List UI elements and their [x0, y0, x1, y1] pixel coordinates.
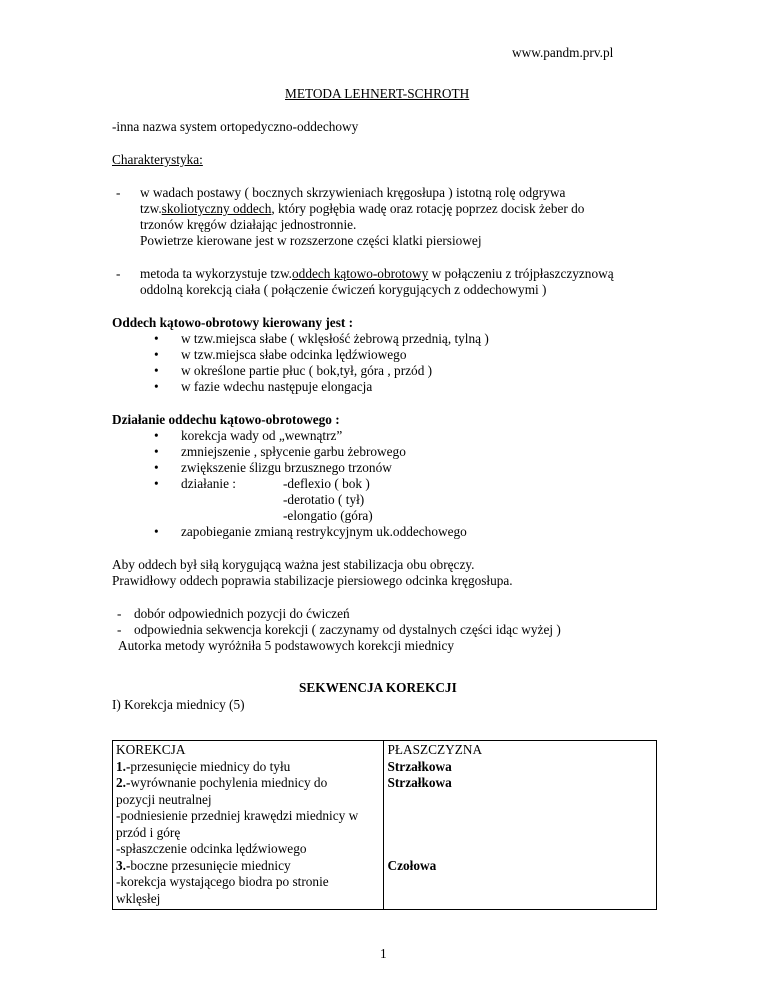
- bullet-icon: •: [154, 331, 159, 346]
- action-effect-label: działanie :: [181, 476, 237, 491]
- bullet-icon: •: [154, 363, 159, 378]
- breath-item: w tzw.miejsca słabe ( wklęsłość żebrową przednią, tylną ): [181, 331, 489, 346]
- page-number: 1: [380, 946, 387, 961]
- table-line: 3.-boczne przesunięcie miednicy: [116, 857, 291, 873]
- table-line: -spłaszczenie odcinka lędźwiowego: [116, 841, 307, 856]
- char-item1-line4: Powietrze kierowane jest w rozszerzone części klatki piersiowej: [140, 233, 482, 248]
- breath-item: w określone partie płuc ( bok,tył, góra , przód ): [181, 363, 433, 378]
- table-cell: [113, 741, 384, 910]
- bullet-icon: •: [154, 460, 159, 475]
- char-item1-line1: w wadach postawy ( bocznych skrzywieniach kręgosłupa ) istotną rolę odgrywa: [140, 185, 566, 200]
- dash-marker: -: [117, 606, 122, 621]
- paragraph: Prawidłowy oddech poprawia stabilizacje piersiowego odcinka kręgosłupa.: [112, 573, 513, 588]
- dash-item: odpowiednia sekwencja korekcji ( zaczynamy od dystalnych części idąc wyżej ): [134, 622, 561, 637]
- subsection-heading: I) Korekcja miednicy (5): [112, 697, 245, 712]
- table-line: 1.-przesunięcie miednicy do tyłu: [116, 758, 291, 774]
- dash-marker: -: [116, 185, 121, 200]
- action-item: zapobieganie zmianą restrykcyjnym uk.oddechowego: [181, 524, 467, 539]
- header-url: www.pandm.prv.pl: [512, 45, 614, 60]
- breath-item: w tzw.miejsca słabe odcinka lędźwiowego: [181, 347, 407, 362]
- spacer: [387, 808, 653, 825]
- char-item2-line1: metoda ta wykorzystuje tzw.oddech kątowo-obrotowy w połączeniu z trójpłaszczyznową: [140, 266, 614, 281]
- column-header: PŁASZCZYZNA: [387, 742, 483, 757]
- plane-value: Strzałkowa: [387, 758, 452, 774]
- page-title: METODA LEHNERT-SCHROTH: [285, 86, 470, 101]
- bullet-icon: •: [154, 444, 159, 459]
- table-cell: [384, 741, 657, 910]
- table-line: przód i górę: [116, 824, 181, 840]
- action-effect: -derotatio ( tył): [283, 492, 365, 507]
- correction-table: [112, 740, 657, 910]
- action-heading: Działanie oddechu kątowo-obrotowego :: [112, 412, 340, 427]
- bullet-icon: •: [154, 524, 159, 539]
- action-item: zwiększenie ślizgu brzusznego trzonów: [181, 460, 392, 475]
- breath-item: w fazie wdechu następuje elongacja: [181, 379, 373, 394]
- plane-value: Strzałkowa: [387, 775, 452, 790]
- table-line: 2.-wyrównanie pochylenia miednicy do: [116, 775, 328, 790]
- dash-marker: -: [116, 266, 121, 281]
- table-line: -korekcja wystającego biodra po stronie: [116, 874, 329, 889]
- char-item1-line3: trzonów kręgów działając jednostronnie.: [140, 217, 357, 232]
- spacer: [387, 792, 653, 809]
- bullet-icon: •: [154, 476, 159, 491]
- author-note: Autorka metody wyróżniła 5 podstawowych korekcji miednicy: [118, 638, 455, 653]
- paragraph: Aby oddech był siłą korygującą ważna jest stabilizacja obu obręczy.: [112, 557, 475, 572]
- bullet-icon: •: [154, 379, 159, 394]
- table-row: [113, 741, 657, 910]
- char-item1-line2: tzw.skoliotyczny oddech, który pogłębia wadę oraz rotację poprzez docisk żeber do: [140, 201, 585, 216]
- action-effect: -deflexio ( bok ): [283, 476, 370, 491]
- action-effect: -elongatio (góra): [283, 508, 373, 523]
- table-line: wklęsłej: [116, 890, 161, 906]
- spacer: [387, 841, 653, 858]
- section-heading: SEKWENCJA KOREKCJI: [299, 680, 457, 695]
- action-item: korekcja wady od „wewnątrz”: [181, 428, 343, 443]
- bullet-icon: •: [154, 347, 159, 362]
- action-item: zmniejszenie , spłycenie garbu żebrowego: [181, 444, 406, 459]
- table-line: -podniesienie przedniej krawędzi miednicy w: [116, 808, 359, 823]
- characteristics-heading: Charakterystyka:: [112, 152, 203, 167]
- table-line: pozycji neutralnej: [116, 791, 212, 807]
- plane-value: Czołowa: [387, 857, 437, 873]
- dash-item: dobór odpowiednich pozycji do ćwiczeń: [134, 606, 350, 621]
- dash-marker: -: [117, 622, 122, 637]
- char-item2-line2: oddolną korekcją ciała ( połączenie ćwiczeń korygujących z oddechowymi ): [140, 282, 547, 297]
- breath-heading: Oddech kątowo-obrotowy kierowany jest :: [112, 315, 354, 330]
- column-header: KOREKCJA: [116, 742, 186, 757]
- bullet-icon: •: [154, 428, 159, 443]
- spacer: [387, 825, 653, 842]
- subtitle: -inna nazwa system ortopedyczno-oddechowy: [112, 119, 359, 134]
